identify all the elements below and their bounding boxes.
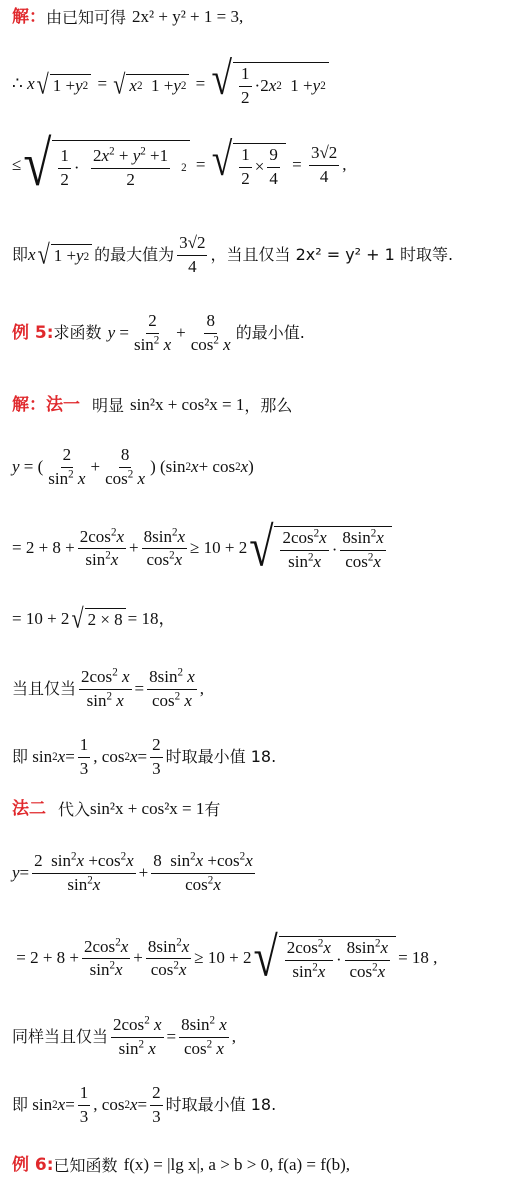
line-2: ∴ x √ 1 + y 2 = √ x 2 1 + y 2 = √ $\frac{1}{2}$ ·2 x 2 1 + y 2 [12, 62, 527, 107]
solution-label: 解： [12, 7, 46, 27]
line-15: = 2 + 8 + $\frac{2\cos^2x}{\sin^2x}$ + $\frac{8\sin^2x}{\cos^2x}$ ≥ 10 + 2 √ $\frac{2\cos^2x}{\sin^2x}$ · $\frac{8\sin^2x}{\cos^2x}$ = 18 , [12, 926, 438, 988]
therefore-symbol: ∴ [12, 74, 28, 94]
example-5: 例 5: 求函数 y = $\frac{2}{\sin^2 x}$ + $\frac{8}{\cos^2 x}$ 的最小值. [12, 311, 305, 354]
math-expression: 2x² + y² + 1 = 3, [132, 7, 244, 26]
method-1-heading: 解：法一 明显 sin²x + cos²x = 1 ，那么 [12, 395, 293, 415]
line-9: = 2 + 8 + $\frac{2\cos^2x}{\sin^2x}$ + $\frac{8\sin^2x}{\cos^2x}$ ≥ 10 + 2 √ $\frac{2\cos^2x}{\sin^2x}$ · $\frac{8\sin^2x}{\cos^2x}$ [12, 526, 527, 571]
example-6: 例 6: 已知函数 f(x) = |lg x|, a > b > 0, f(a) = f(b), [12, 1155, 350, 1175]
method-2-heading: 法二 代入 sin²x + cos²x = 1 有 [12, 799, 221, 819]
text: 由已知可得 [46, 7, 127, 27]
example-label: 例 5: [12, 322, 54, 343]
line-10: = 10 + 2 √ 2 × 8 = 18， [12, 602, 176, 634]
line-4: 即 x √ 1 + y 2 的最大值为 $\frac{3√2}{4}$ ，当且仅当 2x² = y² + 1 时取等. [12, 233, 454, 276]
equality-condition-2: 同样当且仅当 $\frac{2\cos^2 x}{\sin^2 x}$ = $\frac{8\sin^2 x}{\cos^2 x}$ , [12, 1014, 237, 1058]
method-label: 解：法一 [12, 395, 80, 415]
minimum-result-1: 即 sin 2 x = $\frac{1}{3}$ , cos 2 x = $\frac{2}{3}$ 时取最小值 18. [12, 735, 277, 778]
line-14: y = $\frac{2 \sin^2x +\cos^2x}{\sin^2x}$ + $\frac{8 \sin^2x +\cos^2x}{\cos^2x}$ [12, 850, 253, 894]
line-1 [12, 8, 527, 27]
method-label: 法二 [12, 799, 46, 819]
minimum-result-2: 即 sin 2 x = $\frac{1}{3}$ , cos 2 x = $\frac{2}{3}$ 时取最小值 18. [12, 1083, 277, 1126]
line-3: ≤ √ $\frac{1}{2}$ · $\frac{2x^2 + y^2 +1}{2}$ 2 = √ $\frac{1}{2}$ × $\frac{9}{4}$ = $\frac{3√2}{4}$ , [12, 129, 347, 200]
line-8: y = ( $\frac{2}{\sin^2 x}$ + $\frac{8}{\cos^2 x}$ ) (sin 2 x + cos 2 x ) [12, 445, 254, 488]
example-label: 例 6: [12, 1155, 54, 1175]
equality-condition-1: 当且仅当 $\frac{2\cos^2 x}{\sin^2 x}$ = $\frac{8\sin^2 x}{\cos^2 x}$ , [12, 666, 205, 710]
